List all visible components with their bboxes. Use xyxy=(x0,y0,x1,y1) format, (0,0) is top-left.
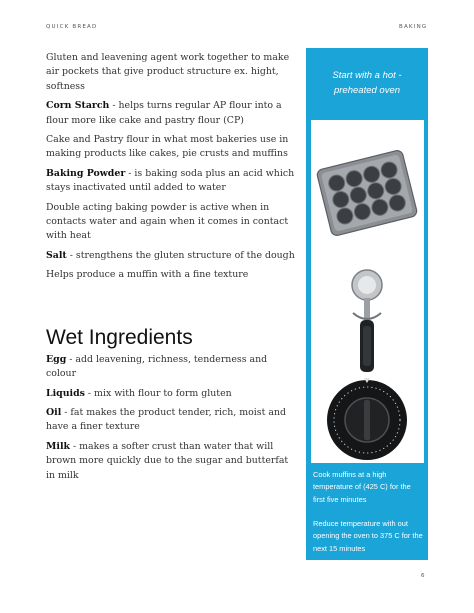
corn-starch-term: Corn Starch xyxy=(46,100,110,112)
salt-paragraph xyxy=(46,249,296,263)
main-column xyxy=(46,51,296,488)
baking-powder-text: - is baking soda plus an acid which stays inactivated until added to water xyxy=(46,167,295,194)
liquids-paragraph xyxy=(46,387,296,401)
sidebar-panel xyxy=(306,48,428,560)
oil-text: - fat makes the product tender, rich, moist and have a finer texture xyxy=(46,406,286,433)
oil-term: Oil xyxy=(46,406,62,418)
egg-paragraph xyxy=(46,353,296,382)
corn-starch-paragraph xyxy=(46,99,296,128)
intro-paragraph: Gluten and leavening agent work together to make air pockets that give product structure ex. hight, softness xyxy=(46,52,290,92)
sidebar-note-reduce-temperature: Reduce temperature with out opening the oven to 375 C for the next 15 minutes xyxy=(313,519,423,553)
milk-text: - makes a softer crust than water that will brown more quickly due to the sugar and butterfat in milk xyxy=(46,440,289,481)
fine-texture-paragraph: Helps produce a muffin with a fine texture xyxy=(46,269,249,281)
page-number: 6 xyxy=(421,573,425,579)
scoop-photo xyxy=(311,265,424,377)
oven-dial-photo xyxy=(311,377,424,463)
running-header-right: BAKING xyxy=(399,24,428,30)
salt-term: Salt xyxy=(46,249,67,261)
egg-text: - add leavening, richness, tenderness and colour xyxy=(46,353,268,380)
baking-powder-term: Baking Powder xyxy=(46,167,126,179)
cake-pastry-paragraph: Cake and Pastry flour in what most bakeries use in making products like cakes, pie crusts and muffins xyxy=(46,134,289,160)
wet-ingredients-heading: Wet Ingredients xyxy=(46,325,193,349)
muffin-tin-photo xyxy=(311,120,424,265)
salt-text: - strengthens the gluten structure of the dough xyxy=(66,249,295,261)
milk-term: Milk xyxy=(46,440,70,452)
baking-powder-paragraph xyxy=(46,167,296,196)
milk-paragraph xyxy=(46,440,296,483)
oil-paragraph xyxy=(46,406,296,435)
egg-term: Egg xyxy=(46,353,67,365)
double-acting-paragraph: Double acting baking powder is active when in contacts water and again when it comes in contact with heat xyxy=(46,201,289,242)
running-header-left: QUICK BREAD xyxy=(46,24,98,30)
sidebar-note-first-five-minutes: Cook muffins at a high temperature of (425 C) for the first five minutes xyxy=(313,470,411,504)
corn-starch-text: - helps turns regular AP flour into a flour more like cake and pastry flour (CP) xyxy=(46,100,282,126)
liquids-text: - mix with flour to form gluten xyxy=(84,387,232,399)
sidebar-callout: Start with a hot - preheated oven xyxy=(332,70,402,96)
liquids-term: Liquids xyxy=(46,387,85,399)
